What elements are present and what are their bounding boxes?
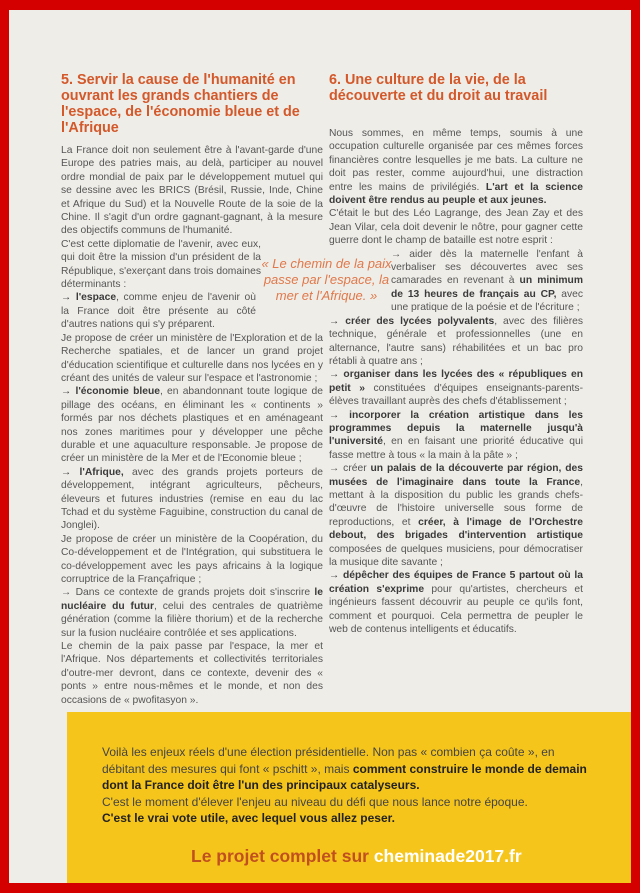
bullet-label: → créer des lycées polyvalents (329, 315, 495, 327)
pull-quote: « Le chemin de la paix passe par l'espace, la mer et l'Afrique. » (261, 256, 392, 303)
paragraph: Le chemin de la paix passe par l'espace, la mer et l'Afrique. Nos départements et collectivités territoriales d'outre-mer devront, dans ce contexte, devenir des « ponts » entre nous-mêmes et le monde, et non des occasions de « pwofitasyon ». (61, 641, 323, 706)
section-6-title: 6. Une culture de la vie, de la découverte et du droit au travail (329, 72, 548, 104)
page (9, 10, 631, 883)
bullet-label: → l'économie bleue (61, 386, 160, 398)
paragraph: C'est cette diplomatie de l'avenir, avec eux, qui doit être la mission d'un président de la République, s'exerçant dans trois domaines déterminants : (61, 238, 261, 291)
paragraph: La France doit non seulement être à l'avant-garde d'une Europe des patries mais, au delà, participer au nouvel ordre mondial de paix par le développement mutuel qui se dessine avec les BRICS (Brésil, Russie, Inde, Chine et Afrique du Sud) et la Nouvelle Route de la soie de la Chine. Il s'agit d'un ordre gagnant-gagnant, à la mesure des objectifs communs de l'humanité. (61, 145, 323, 237)
paragraph: , en abandonnant toute logique de pillage des océans, en éliminant les « continents » formés par nos déchets plastiques et en aménageant nos zones maritimes pour y développer une pêche durable et une aquaculture responsable. Je propose de créer un ministère de la Mer et de l'Economie bleue ; (61, 386, 324, 465)
paragraph: , comme enjeu de l'avenir où la France doit être présente au côté d'autres nations qui s'y préparent. (61, 292, 256, 331)
conclusion-text: Voilà les enjeux réels d'une élection présidentielle. Non pas « combien ça coûte », en débitant des mesures qui font « pschitt », mais comment construire le monde de demain dont la France doit être l'un des principaux catalyseurs. C'est le moment d'élever l'enjeu au niveau du défi que nous lance notre époque. C'est le vrai vote utile, avec lequel vous allez peser. (102, 745, 587, 825)
paragraph: C'était le but des Léo Lagrange, des Jean Zay et des Jean Vilar, cela doit devenir le nôtre, pour gagner cette guerre dont le champ de bataille est notre esprit : (329, 208, 583, 247)
paragraph: Nous sommes, en même temps, soumis à une occupation culturelle organisée par ces mêmes forces financières contre lesquelles je me bats. La culture ne doit pas rester, comme aujourd'hui, une distraction entre les mains de privilégiés. (329, 128, 583, 193)
bullet-label: → organiser dans les lycées des « républiques en petit » (329, 369, 583, 394)
paragraph: avec des grands projets porteurs de développement, intégrant agriculteurs, pêcheurs, éleveurs et futures industries (remise en eau du lac Tchad et du système Faguibine, construction du canal de Jonglei). (61, 466, 323, 532)
section-6-body: Nous sommes, en même temps, soumis à une occupation culturelle organisée par ces mêmes forces financières contre lesquelles je me bats. La culture ne doit pas rester, comme aujourd'hui, une distraction entre les mains de privilégiés. L'art et la science doivent être rendus au peuple et aux jeunes. C'était le but des Léo Lagrange, des Jean Zay et des Jean Vilar, cela doit devenir le nôtre, pour gagner cette guerre dont le champ de bataille est notre esprit : → aider dès la maternelle l'enfant à verbaliser ses découvertes avec ses camarades en revenant à un minimum de 13 heures de français au CP, avec une pratique de la poésie et de l'écriture ; → créer des lycées polyvalents, avec des filières technique, générale et professionnelles (une en alternance, l'autre sans) réhabilitées et un bac pro rétabli à quatre ans ; → organiser dans les lycées des « républiques en petit » constituées d'équipes enseignants-parents-élèves travaillant auprès des chefs d'établissement ; → incorporer la création artistique dans les programmes depuis la maternelle jusqu'à l'université, en en faisant une priorité éducative qui fasse mettre à tous « la main à la pâte » ; → créer un palais de la découverte par région, des musées de l'imaginaire dans toute la France, mettant à la disposition du public les grands chefs-d'œuvre de l'histoire universelle sous forme de reproductions, et créer, à l'image de l'Orchestre debout, des brigades d'intervention artistique composées de quelques musiciens, pour démocratiser la musique dite savante ; → dépêcher des équipes de France 5 partout où la création s'exprime pour qu'artistes, chercheurs et ingénieurs fassent découvrir au peuple ce qu'ils font, comment et pourquoi. Cela permettra de peupler le web de contenus intelligents et éducatifs. (329, 128, 583, 636)
paragraph: , celui des centrales de quatrième génération (comme la filière thorium) et de la recherche sur la fusion nucléaire contrôlée et ses applications. (61, 600, 323, 639)
bullet-label: → incorporer la création artistique dans les programmes depuis la maternelle jusqu'à l'université (329, 409, 583, 448)
paragraph: Je propose de créer un ministère de la Coopération, du Co-développement et de l'Intégration, qui substituera le co-développement avec les pays africains à la logique corruptrice de la Françafrique ; (61, 533, 323, 585)
website-link[interactable]: cheminade2017.fr (373, 846, 522, 866)
paragraph: Je propose de créer un ministère de l'Exploration et de la Recherche spatiales, et de lancer un grand projet d'éducation scientifique et culturelle dans nos lycées en y créant des unités de valeur sur l'espace et l'astronomie ; (61, 332, 323, 384)
bullet-label: → dépêcher des équipes de France 5 partout où la création s'exprime (329, 570, 583, 595)
bullet-label: → l'espace (61, 292, 117, 304)
bullet-label: → l'Afrique, (61, 466, 124, 478)
section-5-title: 5. Servir la cause de l'humanité en ouvrant les grands chantiers de l'espace, de l'économie bleue et de l'Afrique (61, 72, 300, 136)
bullet-label: le nucléaire du futur (61, 587, 323, 612)
website-line: Le projet complet sur cheminade2017.fr (191, 846, 522, 866)
section-5-body: La France doit non seulement être à l'avant-garde d'une Europe des patries mais, au delà, participer au nouvel ordre mondial de paix par le développement mutuel qui se dessine avec les BRICS (Brésil, Russie, Inde, Chine et Afrique du Sud) et la Nouvelle Route de la soie de la Chine. Il s'agit d'un ordre gagnant-gagnant, à la mesure des objectifs communs de l'humanité. C'est cette diplomatie de l'avenir, avec eux, qui doit être la mission d'un président de la République, s'exerçant dans trois domaines déterminants : → l'espace, comme enjeu de l'avenir où la France doit être présente au côté d'autres nations qui s'y préparent. Je propose de créer un ministère de l'Exploration et de la Recherche spatiales, et de lancer un grand projet d'éducation scientifique et culturelle dans nos lycées en y créant des unités de valeur sur l'espace et l'astronomie ; → l'économie bleue, en abandonnant toute logique de pillage des océans, en éliminant les « continents » formés par nos déchets plastiques et en aménageant nos zones maritimes pour y développer une pêche durable et une aquaculture responsable. Je propose de créer un ministère de la Mer et de l'Economie bleue ; → l'Afrique, avec des grands projets porteurs de développement, intégrant agriculteurs, pêcheurs, éleveurs et futures industries (remise en eau du lac Tchad et du système Faguibine, construction du canal de Jonglei). Je propose de créer un ministère de la Coopération, du Co-développement et de l'Intégration, qui substituera le co-développement avec les pays africains à la logique corruptrice de la Françafrique ; → Dans ce contexte de grands projets doit s'inscrire le nucléaire du futur, celui des centrales de quatrième génération (comme la filière thorium) et de la recherche sur la fusion nucléaire contrôlée et ses applications. Le chemin de la paix passe par l'espace, la mer et l'Afrique. Nos départements et collectivités territoriales d'outre-mer devront, dans ce contexte, devenir des « ponts » entre nous-mêmes et le monde, et non des occasions de « pwofitasyon ». (61, 145, 324, 706)
